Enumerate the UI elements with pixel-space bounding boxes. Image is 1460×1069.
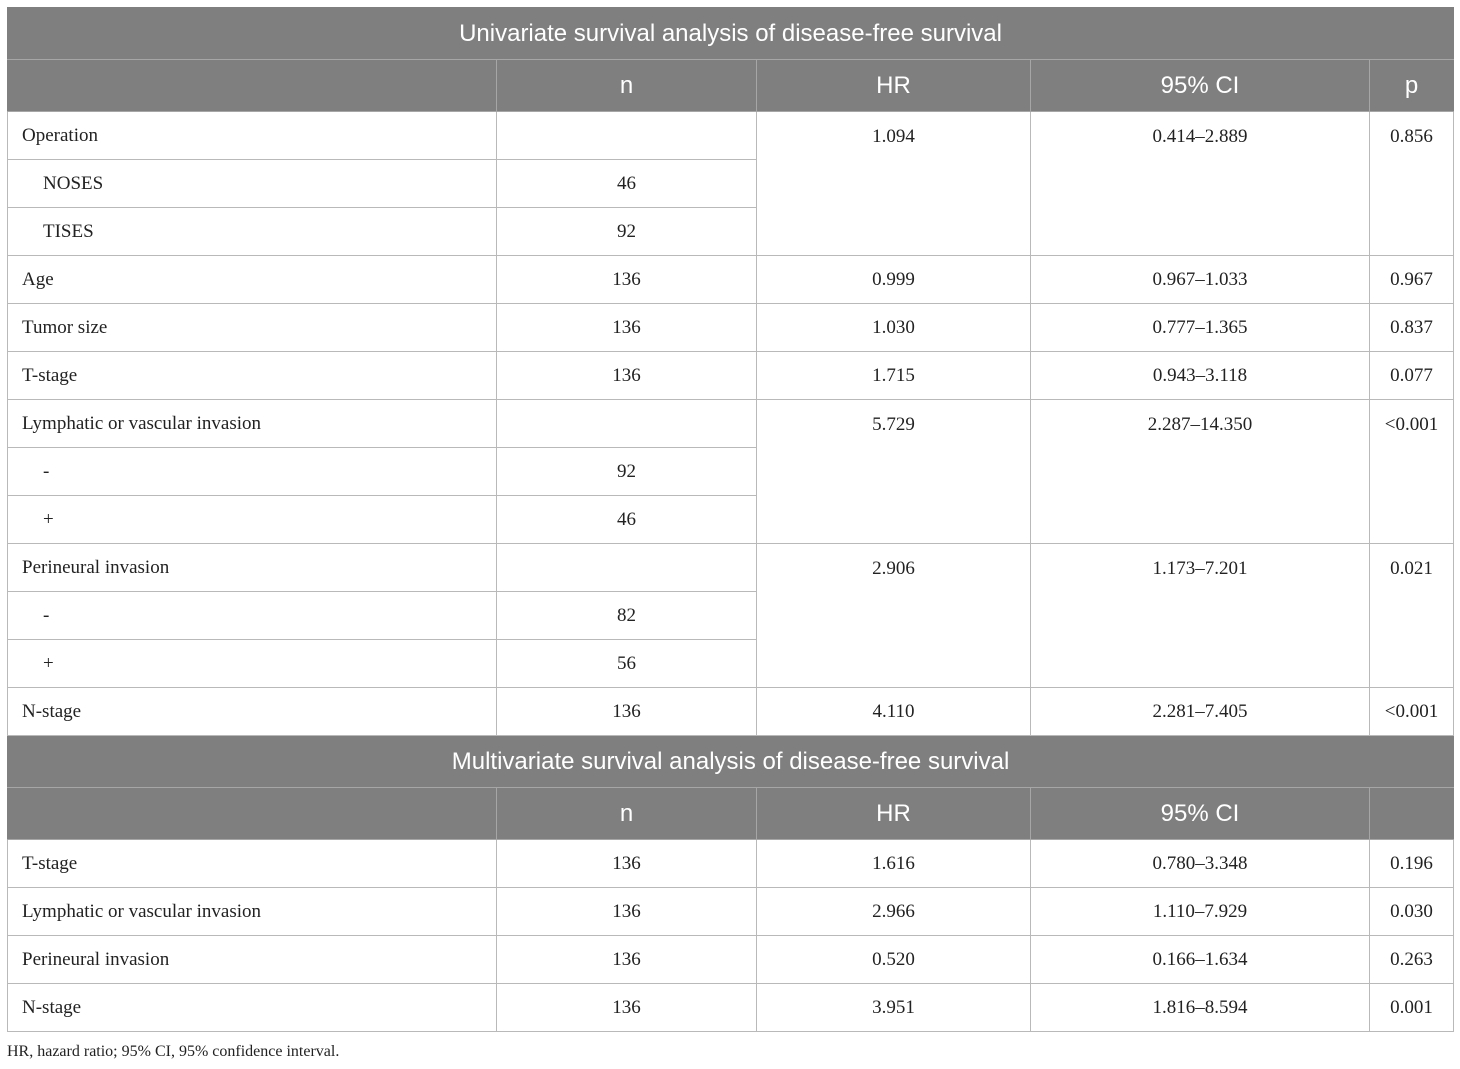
cell-n — [497, 400, 757, 448]
cell-n: 136 — [497, 256, 757, 304]
cell-n — [497, 544, 757, 592]
cell-hr: 1.094 — [757, 112, 1031, 256]
cell-p: 0.263 — [1370, 936, 1454, 984]
row-label: Perineural invasion — [8, 936, 497, 984]
row-sublabel: NOSES — [8, 160, 497, 208]
cell-hr: 2.906 — [757, 544, 1031, 688]
row-label: Tumor size — [8, 304, 497, 352]
cell-ci: 1.110–7.929 — [1031, 888, 1370, 936]
cell-p: 0.077 — [1370, 352, 1454, 400]
row-label: Perineural invasion — [8, 544, 497, 592]
table-row-mv-t-stage — [8, 840, 1454, 888]
univariate-header-row — [8, 60, 1454, 112]
cell-p: 0.967 — [1370, 256, 1454, 304]
cell-ci: 1.816–8.594 — [1031, 984, 1370, 1032]
cell-hr: 1.715 — [757, 352, 1031, 400]
cell-p: <0.001 — [1370, 400, 1454, 544]
cell-ci: 0.166–1.634 — [1031, 936, 1370, 984]
cell-p: 0.001 — [1370, 984, 1454, 1032]
table-row-n-stage — [8, 688, 1454, 736]
multivariate-section-title: Multivariate survival analysis of disease-free survival — [8, 736, 1454, 788]
table-row-t-stage — [8, 352, 1454, 400]
cell-n: 136 — [497, 888, 757, 936]
cell-ci: 0.414–2.889 — [1031, 112, 1370, 256]
cell-hr: 1.616 — [757, 840, 1031, 888]
cell-ci: 0.943–3.118 — [1031, 352, 1370, 400]
header-n: n — [497, 788, 757, 840]
survival-analysis-table — [7, 7, 1454, 1032]
table-footnote: HR, hazard ratio; 95% CI, 95% confidence interval. — [7, 1043, 340, 1060]
cell-p: 0.837 — [1370, 304, 1454, 352]
row-sublabel: + — [8, 640, 497, 688]
cell-n: 136 — [497, 352, 757, 400]
header-hr: HR — [757, 788, 1031, 840]
cell-n: 46 — [497, 160, 757, 208]
cell-ci: 0.777–1.365 — [1031, 304, 1370, 352]
table-row-perineural-invasion — [8, 544, 1454, 592]
header-n: n — [497, 60, 757, 112]
cell-n: 136 — [497, 936, 757, 984]
cell-p: 0.196 — [1370, 840, 1454, 888]
cell-p: 0.021 — [1370, 544, 1454, 688]
cell-ci: 0.780–3.348 — [1031, 840, 1370, 888]
cell-p: 0.030 — [1370, 888, 1454, 936]
table-row-tumor-size — [8, 304, 1454, 352]
multivariate-header-row — [8, 788, 1454, 840]
univariate-section-title: Univariate survival analysis of disease-free survival — [8, 8, 1454, 60]
header-variable — [8, 60, 497, 112]
cell-n: 56 — [497, 640, 757, 688]
cell-ci: 1.173–7.201 — [1031, 544, 1370, 688]
row-sublabel: TISES — [8, 208, 497, 256]
cell-ci: 2.281–7.405 — [1031, 688, 1370, 736]
header-p — [1370, 788, 1454, 840]
row-label: T-stage — [8, 840, 497, 888]
row-sublabel: + — [8, 496, 497, 544]
cell-n: 46 — [497, 496, 757, 544]
cell-n: 136 — [497, 984, 757, 1032]
header-p: p — [1370, 60, 1454, 112]
cell-n: 136 — [497, 840, 757, 888]
cell-hr: 0.999 — [757, 256, 1031, 304]
table-row-mv-perineural-invasion — [8, 936, 1454, 984]
cell-hr: 2.966 — [757, 888, 1031, 936]
table-row-age — [8, 256, 1454, 304]
cell-hr: 5.729 — [757, 400, 1031, 544]
table-row-mv-lymphatic-vascular-invasion — [8, 888, 1454, 936]
row-label: Operation — [8, 112, 497, 160]
table-row-lymphatic-vascular-invasion — [8, 400, 1454, 448]
header-ci: 95% CI — [1031, 788, 1370, 840]
row-label: N-stage — [8, 984, 497, 1032]
cell-n: 136 — [497, 688, 757, 736]
row-label: N-stage — [8, 688, 497, 736]
header-hr: HR — [757, 60, 1031, 112]
survival-analysis-table-container — [7, 7, 1453, 1032]
cell-hr: 4.110 — [757, 688, 1031, 736]
row-label: T-stage — [8, 352, 497, 400]
table-row-operation — [8, 112, 1454, 160]
row-label: Age — [8, 256, 497, 304]
cell-n: 92 — [497, 448, 757, 496]
cell-p: 0.856 — [1370, 112, 1454, 256]
row-sublabel: - — [8, 592, 497, 640]
row-label: Lymphatic or vascular invasion — [8, 888, 497, 936]
cell-n: 82 — [497, 592, 757, 640]
cell-hr: 1.030 — [757, 304, 1031, 352]
cell-n: 136 — [497, 304, 757, 352]
row-sublabel: - — [8, 448, 497, 496]
table-row-mv-n-stage — [8, 984, 1454, 1032]
cell-n: 92 — [497, 208, 757, 256]
cell-ci: 0.967–1.033 — [1031, 256, 1370, 304]
row-label: Lymphatic or vascular invasion — [8, 400, 497, 448]
cell-n — [497, 112, 757, 160]
header-ci: 95% CI — [1031, 60, 1370, 112]
cell-hr: 3.951 — [757, 984, 1031, 1032]
cell-ci: 2.287–14.350 — [1031, 400, 1370, 544]
header-variable — [8, 788, 497, 840]
cell-p: <0.001 — [1370, 688, 1454, 736]
cell-hr: 0.520 — [757, 936, 1031, 984]
